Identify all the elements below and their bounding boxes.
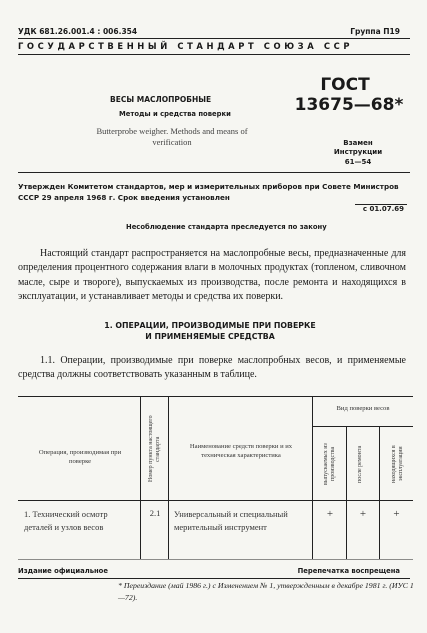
reprint-prohibited: Перепечатка воспрещена	[297, 567, 400, 575]
approval-text: Утвержден Комитетом стандартов, мер и измерительных приборов при Совете Министров СССР 29 апреля 1968 г. Срок введения установлен	[18, 182, 399, 202]
section-heading-line: 1. ОПЕРАЦИИ, ПРОИЗВОДИМЫЕ ПРИ ПОВЕРКЕ	[104, 321, 316, 330]
verification-table	[18, 396, 413, 560]
header-verification-kind: Вид поверки весов	[336, 405, 390, 412]
udk-code: УДК 681.26.001.4 : 006.354	[18, 27, 138, 36]
noncompliance-notice: Несоблюдение стандарта преследуется по закону	[126, 223, 327, 231]
table-col-divider	[379, 426, 380, 559]
table-col-divider	[346, 426, 347, 559]
replaces-block	[328, 139, 388, 167]
table-col-divider	[168, 396, 169, 559]
effective-date: с 01.07.69	[362, 205, 404, 213]
header-rule-top	[18, 38, 410, 39]
table-row-means: Универсальный и специальный мерительный инструмент	[174, 509, 288, 532]
section-heading	[90, 320, 330, 342]
gost-label: ГОСТ	[320, 75, 370, 95]
header-means: Наименование средств поверки и их техническая характеристика	[189, 443, 293, 459]
table-row-mark: +	[326, 508, 334, 520]
table-row-operation: 1. Технический осмотр деталей и узлов весов	[24, 509, 108, 532]
table-rule-header	[18, 500, 413, 501]
header-after-repair: после ремонта	[357, 445, 363, 483]
section-heading-line: И ПРИМЕНЯЕМЫЕ СРЕДСТВА	[145, 332, 275, 341]
header-new-production: выпускаемых из производства	[323, 443, 336, 485]
official-edition: Издание официальное	[18, 567, 108, 575]
header-rule-bottom	[18, 54, 410, 55]
clause-1-1: 1.1. Операции, производимые при поверке маслопробных весов, и применяемые средства должны соответствовать указанным в таблице.	[18, 355, 406, 381]
replaces-line: 61—54	[344, 157, 372, 166]
table-col-divider	[312, 396, 313, 559]
reissue-footnote: * Переиздание (май 1986 г.) с Изменением № 1, утвержденным в декабре 1981 г. (ИУС 1—72).	[118, 581, 414, 602]
footer-rule	[18, 578, 410, 579]
header-clause-number: Номер пункта настоящего стандарта	[148, 415, 161, 483]
intro-paragraph: Настоящий стандарт распространяется на маслопробные весы, предназначенные для определения процентного содержания влаги в молочных продуктах (топленом, сливочном масле, сыре и твороге), выпускаемых из производства, после ремонта и находящихся в эксплуатации, и устанавливает методы и средства их поверки.	[18, 248, 406, 302]
document-title-english: Butterprobe weigher. Methods and means of verification	[96, 126, 248, 147]
table-col-divider	[140, 396, 141, 559]
replaces-line: Инструкции	[333, 148, 383, 157]
table-subheader-rule	[312, 426, 413, 427]
header-in-operation: находящихся в эксплуатации	[391, 445, 404, 483]
header-operation: Операция, производимая при поверке	[38, 449, 122, 465]
group-code: Группа П19	[350, 27, 400, 36]
table-row-mark: +	[359, 508, 367, 520]
document-subtitle: Методы и средства поверки	[119, 110, 231, 118]
table-row-clause: 2.1	[149, 508, 161, 518]
table-row-mark: +	[393, 508, 400, 520]
document-title: ВЕСЫ МАСЛОПРОБНЫЕ	[110, 95, 212, 104]
table-rule-bottom	[18, 559, 413, 560]
replaces-line: Взамен	[343, 139, 373, 147]
title-rule-bottom	[18, 172, 410, 173]
table-rule-top	[18, 396, 413, 397]
gost-number: 13675—68*	[294, 95, 404, 115]
standard-header: ГОСУДАРСТВЕННЫЙ СТАНДАРТ СОЮЗА ССР	[18, 41, 354, 51]
